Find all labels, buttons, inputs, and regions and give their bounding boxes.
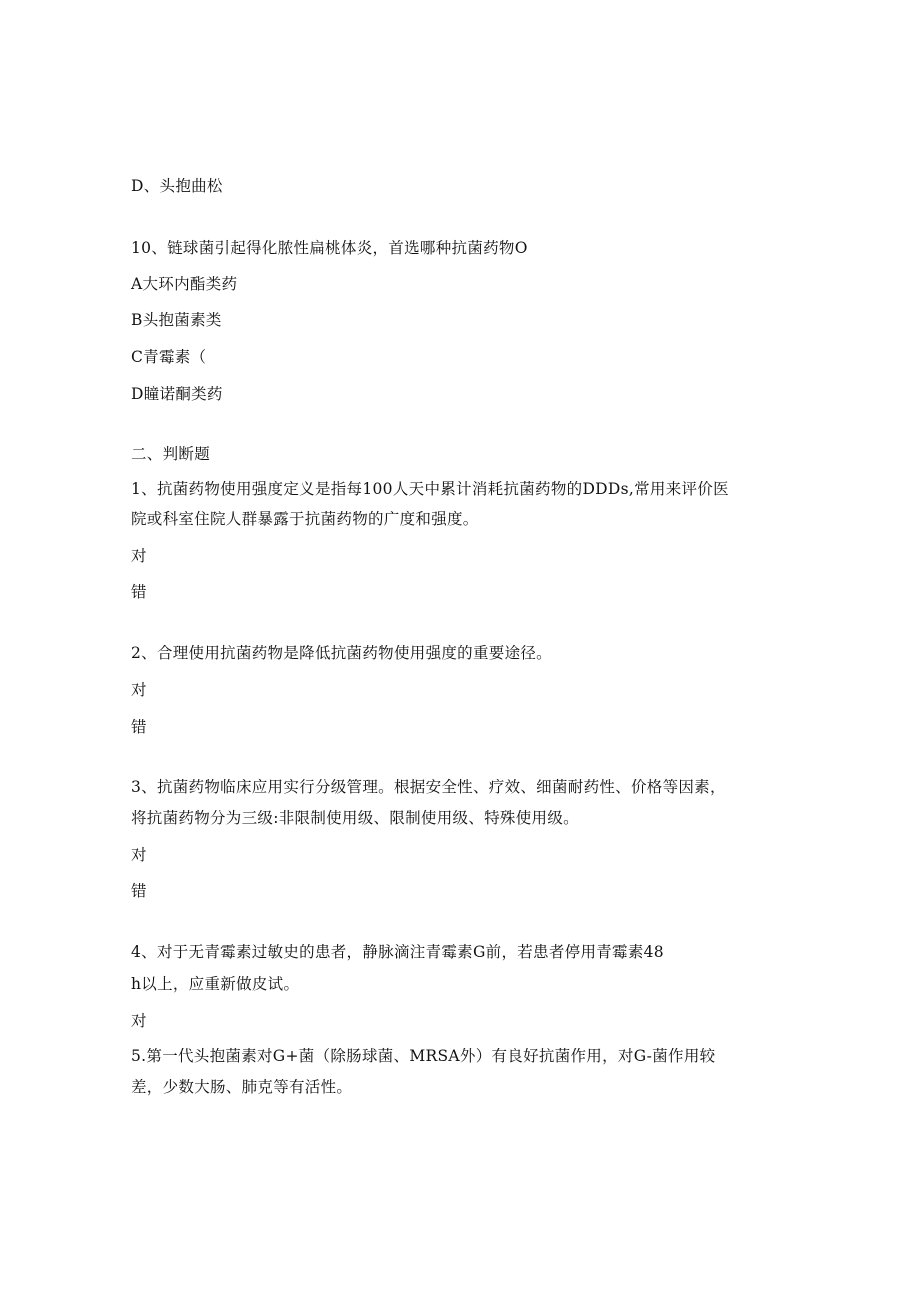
j2-false-option: 错 xyxy=(131,718,147,736)
q10-option-c: C青霉素（ xyxy=(131,348,207,366)
j1-line2: 院或科室住院人群暴露于抗菌药物的广度和强度。 xyxy=(131,510,479,528)
j2-true-option: 对 xyxy=(131,681,147,699)
j1-false-option: 错 xyxy=(131,583,147,601)
j4-line1: 4、对于无青霉素过敏史的患者，静脉滴注青霉素G前，若患者停用青霉素48 xyxy=(131,943,664,961)
section-title: 二、判断题 xyxy=(131,445,211,463)
j5-line2: 差，少数大肠、肺克等有活性。 xyxy=(131,1078,353,1096)
j4-line2: h以上，应重新做皮试。 xyxy=(131,975,300,993)
j4-true-option: 对 xyxy=(131,1012,147,1030)
j5-line1: 5.第一代头抱菌素对G+菌（除肠球菌、MRSA外）有良好抗菌作用，对G-菌作用较 xyxy=(131,1047,716,1065)
q10-option-b: B头抱菌素类 xyxy=(131,311,222,329)
j1-true-option: 对 xyxy=(131,547,147,565)
q10-option-d: D瞳诺酮类药 xyxy=(131,385,223,403)
j1-line1: 1、抗菌药物使用强度定义是指每100人天中累计消耗抗菌药物的DDDs,常用来评价医 xyxy=(131,480,729,498)
j3-line2: 将抗菌药物分为三级:非限制使用级、限制使用级、特殊使用级。 xyxy=(131,809,579,827)
j3-true-option: 对 xyxy=(131,846,147,864)
j3-line1: 3、抗菌药物临床应用实行分级管理。根据安全性、疗效、细菌耐药性、价格等因素， xyxy=(131,778,726,796)
q10-option-a: A大环内酯类药 xyxy=(131,275,238,293)
j3-false-option: 错 xyxy=(131,882,147,900)
q9-option-d: D、头抱曲松 xyxy=(131,177,223,195)
j2-line1: 2、合理使用抗菌药物是降低抗菌药物使用强度的重要途径。 xyxy=(131,644,552,662)
q10-stem: 10、链球菌引起得化脓性扁桃体炎，首选哪种抗菌药物O xyxy=(131,239,528,257)
